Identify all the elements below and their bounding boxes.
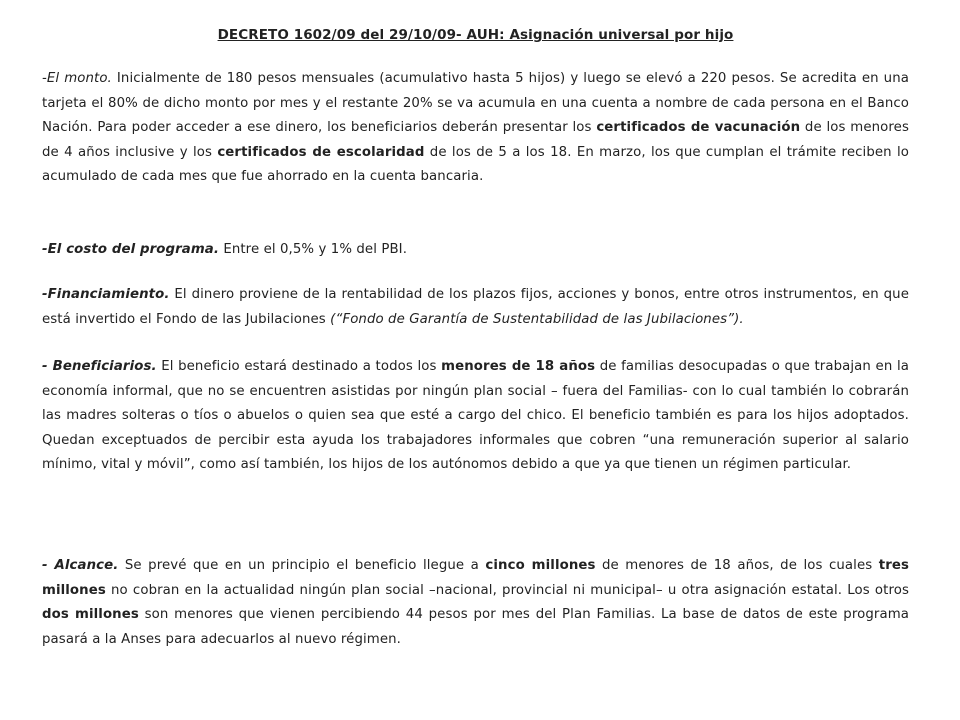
paragraph-text: de menores de 18 años, de los cuales: [595, 558, 879, 573]
document-page: [42, 0, 909, 720]
bold-text: menores de 18 años: [441, 359, 596, 374]
paragraph-text: El dinero proviene de la rentabilidad de los plazos fijos, acciones y bonos, entre otros instrumentos, en que está invertido el Fondo de las Jubilaciones: [42, 287, 909, 327]
italic-text: (“Fondo de Garantía de Sustentabilidad de las Jubilaciones”).: [330, 311, 744, 327]
paragraph-text: son menores que vienen percibiendo 44 pesos por mes del Plan Familias. La base de datos de este programa pasará a la Anses para adecuarlos al nuevo régimen.: [42, 607, 909, 647]
bold-text: cinco millones: [485, 558, 596, 573]
bold-text: tres millones: [42, 558, 910, 598]
paragraph-text: de familias desocupadas o que trabajan en la economía informal, que no se encuentren asistidas por ningún plan social – fuera del Familias- con lo cual también lo cobrarán las madres solteras o tíos o abuelos o quien sea que esté a cargo del chico. El beneficio también es para los hijos adoptados. Quedan exceptuados de percibir esta ayuda los trabajadores informales que cobren “una remuneración superior al salario mínimo, vital y móvil”, como así también, los hijos de los autónomos debido a que ya que tienen un régimen particular.: [42, 359, 909, 473]
bold-text: certificados de escolaridad: [217, 144, 425, 160]
paragraph-beneficiarios: [42, 355, 909, 478]
paragraph-heading: - Alcance.: [42, 558, 119, 573]
paragraph-text: Se prevé que en un principio el beneficio llegue a: [118, 558, 486, 573]
paragraph-heading: - Beneficiarios.: [42, 359, 157, 374]
paragraph-text: Inicialmente de 180 pesos mensuales (acumulativo hasta 5 hijos) y luego se elevó a 220 pesos. Se acredita en una tarjeta el 80% de dicho monto por mes y el restante 20% se va acumula en una cuenta a nombre de cada persona en el Banco Nación. Para poder acceder a ese dinero, los beneficiarios deberán presentar los: [42, 71, 909, 136]
paragraph-heading: -Financiamiento.: [42, 287, 170, 302]
bold-text: dos millones: [42, 607, 139, 623]
paragraph-text: no cobran en la actualidad ningún plan social –nacional, provincial ni municipal– u otra asignación estatal. Los otros: [105, 582, 909, 598]
paragraph-alcance: [42, 554, 909, 652]
paragraph-text: Entre el 0,5% y 1% del PBI.: [219, 242, 408, 257]
paragraph-costo: [42, 238, 909, 263]
bold-text: certificados de vacunación: [596, 120, 801, 136]
paragraph-monto: [42, 67, 909, 190]
paragraph-heading: -El costo del programa.: [42, 242, 220, 257]
paragraph-text: de los de 5 a los 18. En marzo, los que cumplan el trámite reciben lo acumulado de cada mes que fue ahorrado en la cuenta bancaria.: [42, 144, 909, 185]
paragraph-text: de los menores de 4 años inclusive y los: [42, 120, 909, 160]
paragraph-text: El beneficio estará destinado a todos los: [156, 359, 442, 374]
document-title: DECRETO 1602/09 del 29/10/09- AUH: Asignación universal por hijo: [217, 27, 734, 43]
paragraph-financiamiento: [42, 283, 909, 332]
paragraph-heading: -El monto.: [42, 71, 112, 86]
